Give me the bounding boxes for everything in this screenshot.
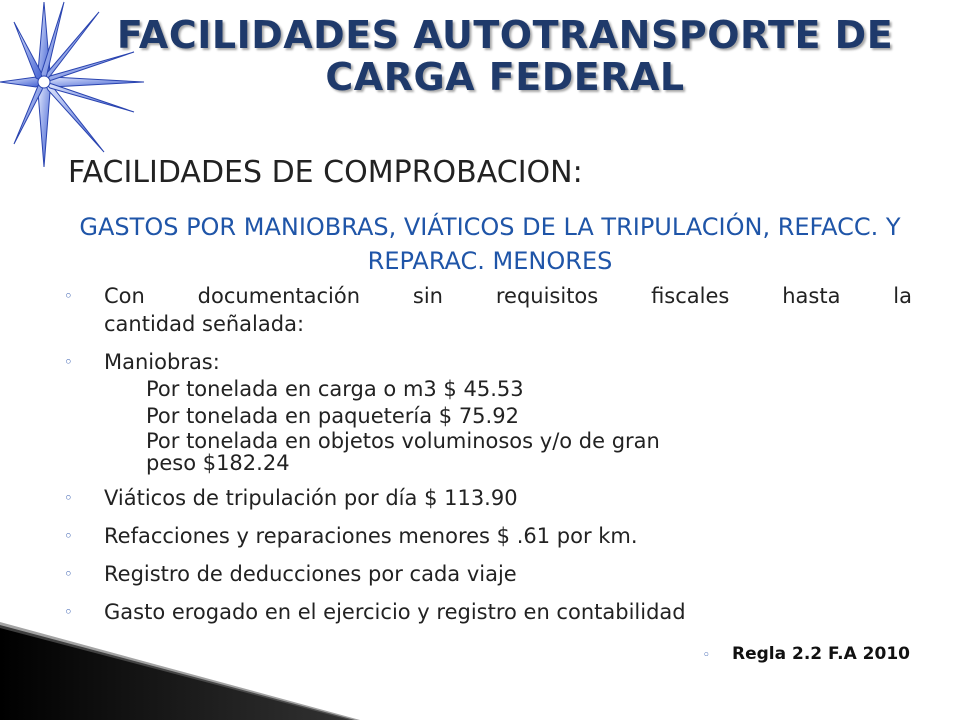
sub-item: Por tonelada en carga o m3 $ 45.53	[146, 377, 524, 401]
sub-item: Por tonelada en paquetería $ 75.92	[146, 404, 519, 428]
rule-text: Regla 2.2 F.A 2010	[731, 644, 910, 664]
bullet-text: Viáticos de tripulación por día $ 113.90	[104, 486, 518, 510]
bullet-text: Registro de deducciones por cada viaje	[104, 562, 517, 586]
bullet-marker-icon: ◦	[64, 565, 73, 583]
bullet-marker-icon: ◦	[64, 287, 73, 305]
bullet-text: cantidad señalada:	[104, 312, 305, 336]
bullet-text: Refacciones y reparaciones menores $ .61 por km.	[104, 524, 638, 548]
bullet-text: Maniobras:	[104, 350, 220, 374]
bullet-marker-icon: ◦	[64, 353, 73, 371]
sub-item: peso $182.24	[146, 451, 290, 475]
bullet-marker-icon: ◦	[702, 648, 710, 663]
bullet-text: Con documentación sin requisitos fiscales hasta la	[104, 284, 912, 308]
section-subtitle: FACILIDADES DE COMPROBACION:	[68, 155, 583, 190]
section-heading: GASTOS POR MANIOBRAS, VIÁTICOS DE LA TRIPULACIÓN, REFACC. Y REPARAC. MENORES	[79, 213, 901, 275]
sub-item: Por tonelada en objetos voluminosos y/o de gran	[146, 429, 660, 453]
rule-reference	[702, 644, 910, 664]
bullet-text: Gasto erogado en el ejercicio y registro en contabilidad	[104, 600, 686, 624]
slide-title: FACILIDADES AUTOTRANSPORTE DE CARGA FEDERAL	[116, 13, 894, 99]
bullet-marker-icon: ◦	[64, 603, 73, 621]
bullet-marker-icon: ◦	[64, 489, 73, 507]
bullet-marker-icon: ◦	[64, 527, 73, 545]
